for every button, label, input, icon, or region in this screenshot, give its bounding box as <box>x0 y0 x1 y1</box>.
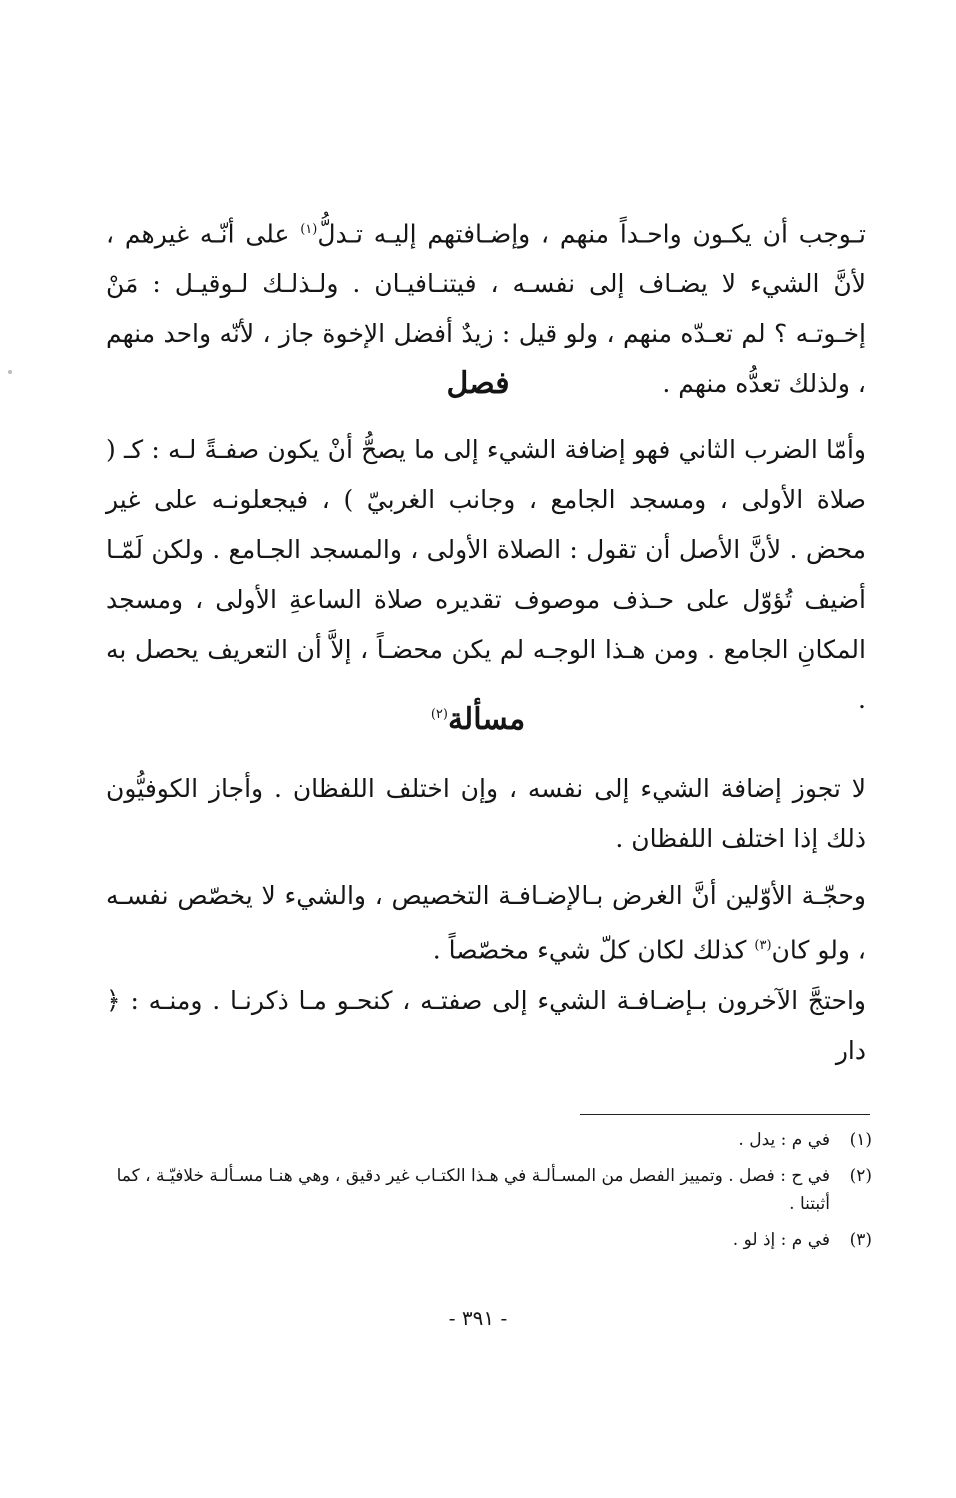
scan-speck <box>8 370 12 374</box>
paragraph-fasl: وأمّا الضرب الثاني فهو إضافة الشيء إلى ما يصحُّ أنْ يكون صفـةً لـه : كـ ( صلاة الأولى ، ومسجد الجامع ، وجانب الغربيّ ) ، فيجعلونـه على غير محض . لأنَّ الأصل أن تقول : الصلاة الأولى ، والمسجد الجـامع . ولكن لَمّـا أضيف تُؤوّل على حـذف موصوف تقديره صلاة الساعةِ الأولى ، ومسجد المكانِ الجامع . ومن هـذا الوجـه لم يكن محضـاً ، إلاَّ أن التعريف يحصل به . <box>106 435 866 714</box>
footnote-marker-1: (١) <box>300 222 318 237</box>
paragraph-masala-2 <box>106 871 866 975</box>
footnote-number: (١) <box>849 1130 872 1150</box>
footnote-marker-2: (٢) <box>430 707 448 722</box>
paragraph-masala-2-text-end: كذلك لكان كلّ شيء مخصّصاً . <box>432 935 755 965</box>
footnote-item <box>112 1162 872 1218</box>
heading-masala-title: مسألة <box>447 702 526 737</box>
footnote-text: في ح : فصل . وتمييز الفصل من المسـألـة في هـذا الكتـاب غير دقيق ، وهي هنـا مسـألـة خلافيّـة ، كما أثبتنا . <box>116 1166 830 1214</box>
footnote-list <box>112 1126 872 1262</box>
heading-masala <box>0 693 956 742</box>
paragraph-masala-1: لا تجوز إضافة الشيء إلى نفسه ، وإن اختلف اللفظان . وأجاز الكوفيُّون ذلك إذا اختلف اللفظان . <box>106 774 866 853</box>
footnote-number: (٣) <box>849 1230 872 1250</box>
footnote-item <box>112 1126 872 1154</box>
footnote-text: في م : إذ لو . <box>732 1230 830 1250</box>
paragraph-masala-3: واحتجَّ الآخرون بـإضـافـة الشيء إلى صفتـه ، كنحـو مـا ذكرنـا . ومنـه : ﴿ دار <box>106 986 866 1065</box>
footnote-number: (٢) <box>849 1166 872 1186</box>
paragraph-masala-2-text-start: وحجّـة الأوّلين أنَّ الغرض بـالإضـافـة التخصيص ، والشيء لا يخصّص نفسـه ، ولو كان <box>106 881 866 965</box>
footnote-separator <box>580 1114 870 1115</box>
page-number: - ٣٩١ - <box>448 1306 508 1330</box>
paragraph-intro-text-end: على أنّـه غيرهم ، لأنَّ الشيء لا يضـاف إلى نفسـه ، فيتنـافيـان . ولـذلـك لـوقيـل : مَنْ إخـوتـه ؟ لم تعـدّه منهم ، ولو قيل : زيدٌ أفضل الإخوة جاز ، لأنّه واحد منهم ، ولذلك تعدُّه منهم . <box>106 219 866 399</box>
footnote-marker-3: (٣) <box>754 938 772 953</box>
heading-fasl: فصل <box>446 366 510 401</box>
footnote-text: في م : يدل . <box>738 1130 830 1150</box>
paragraph-intro-text-start: تـوجب أن يكـون واحـداً منهم ، وإضـافتهم إليـه تـدلُّ <box>317 219 866 249</box>
footnote-item <box>112 1226 872 1254</box>
